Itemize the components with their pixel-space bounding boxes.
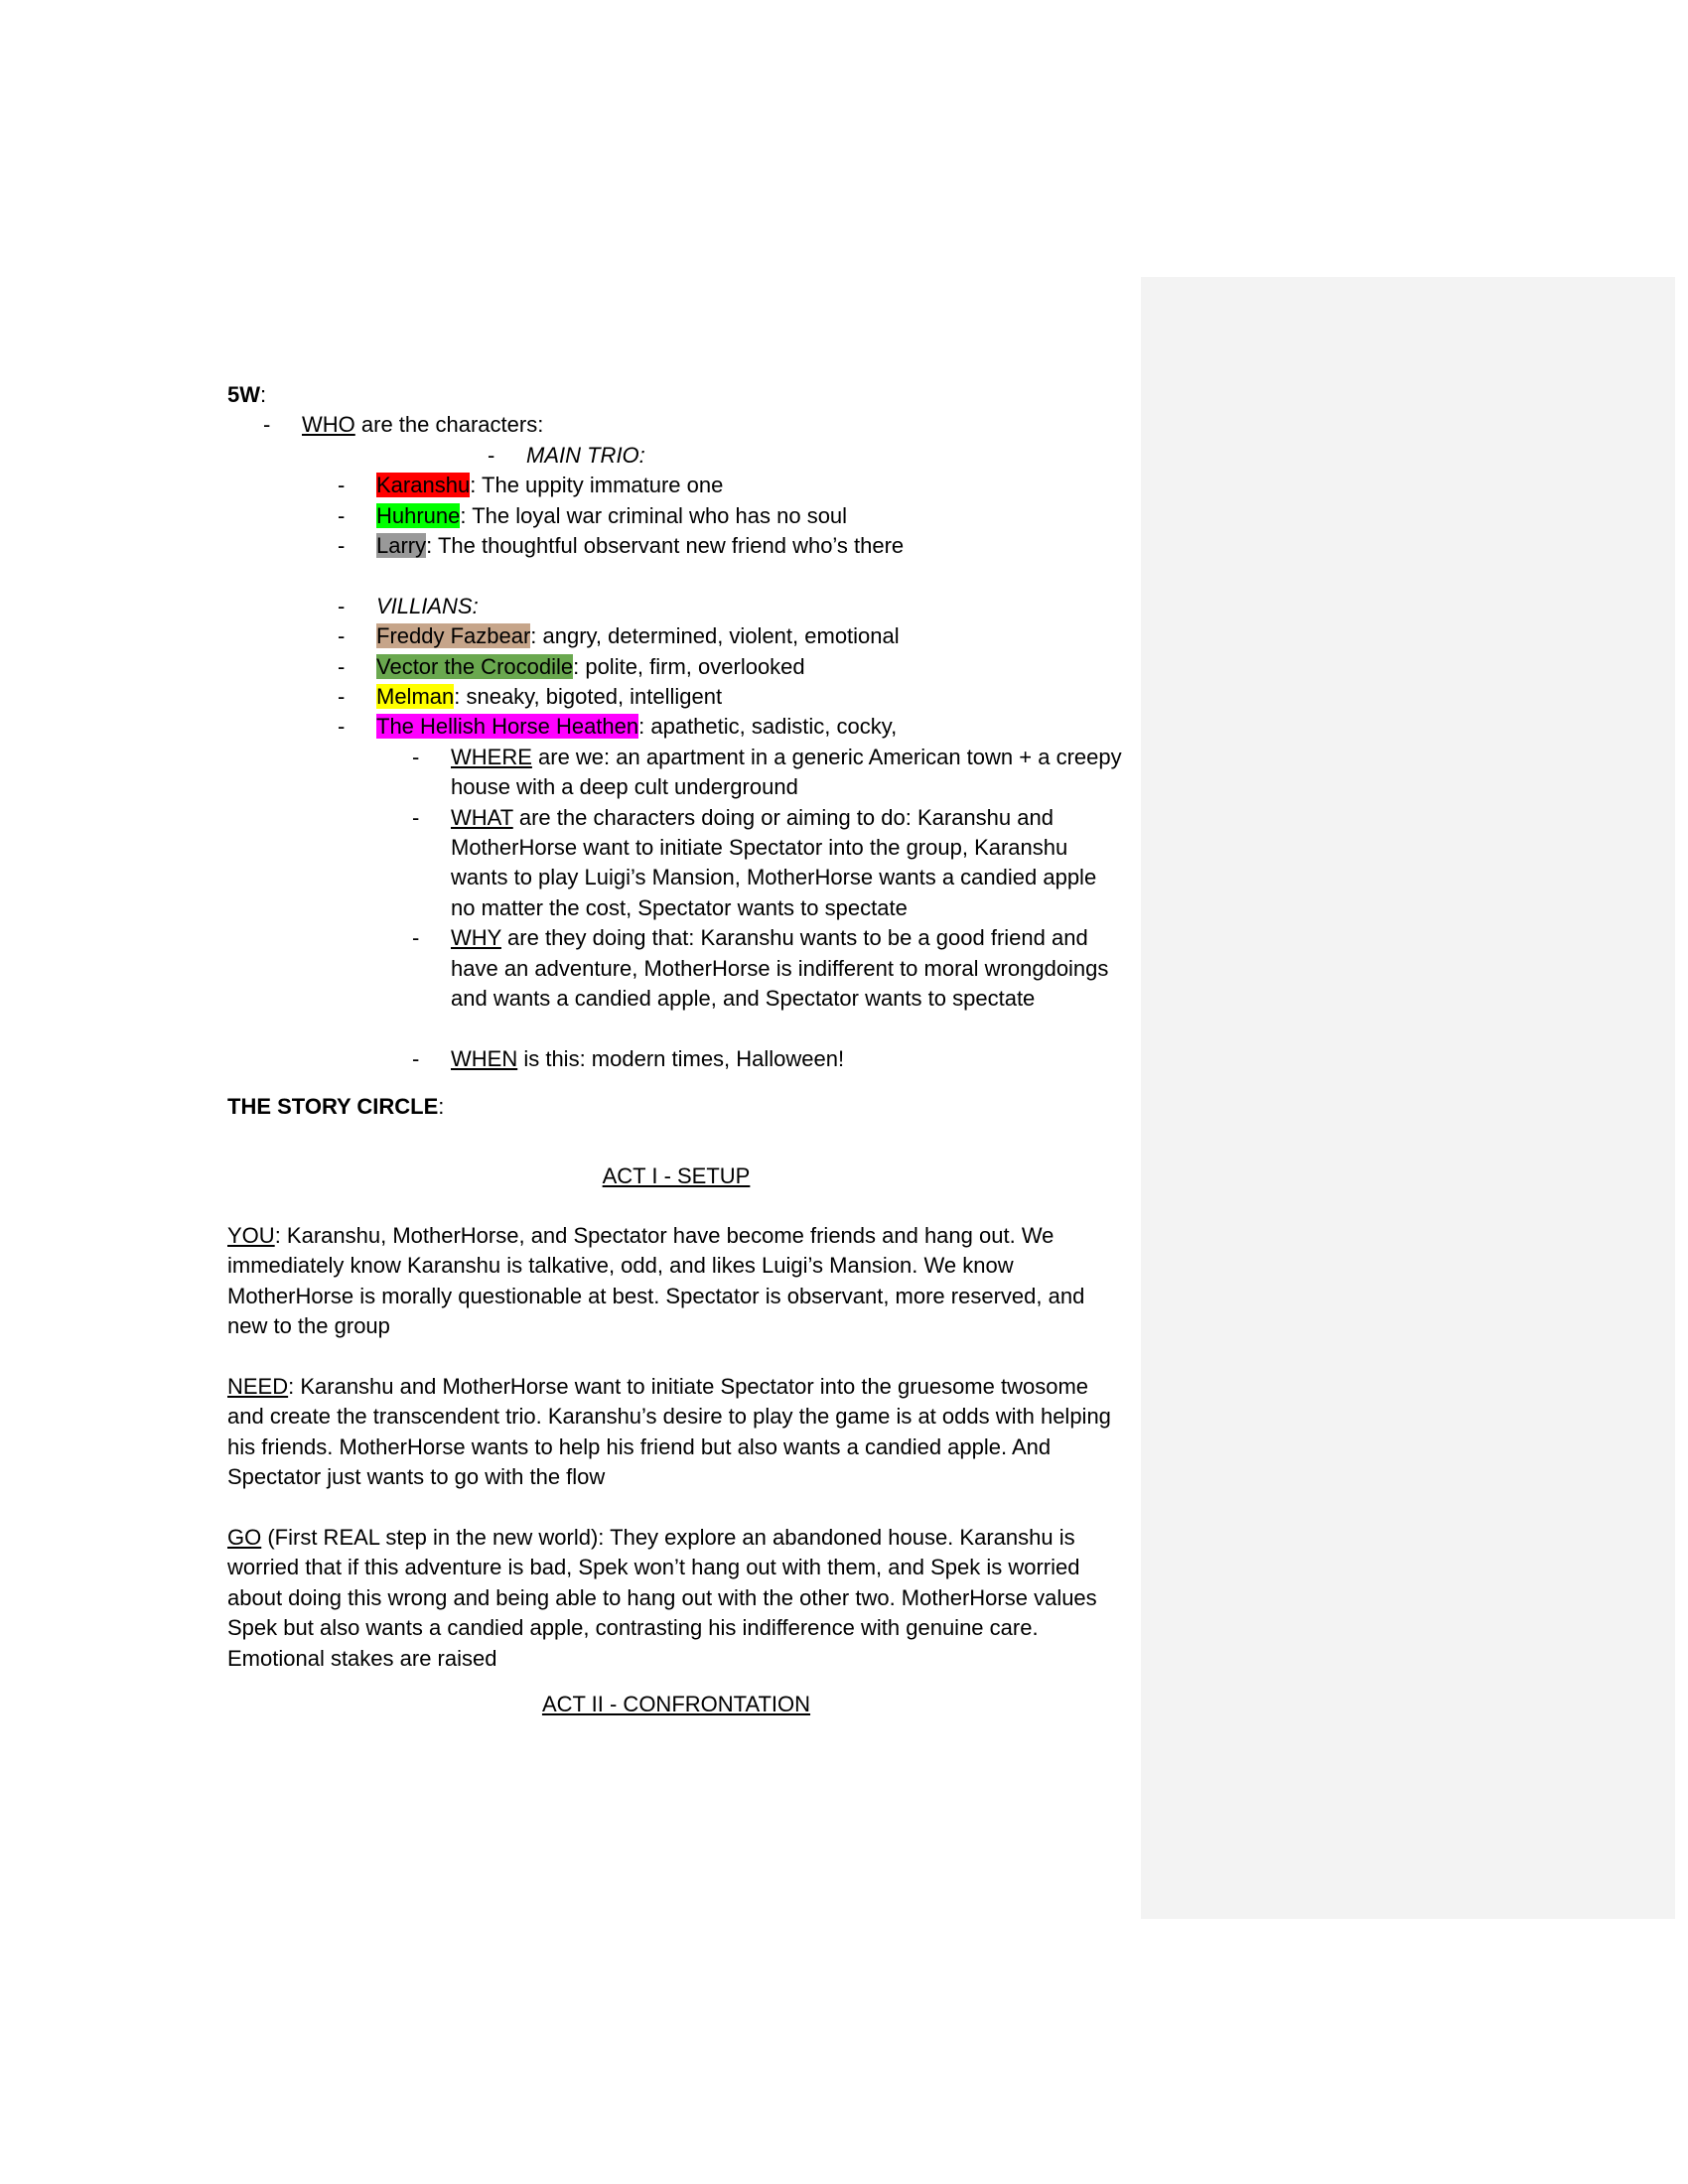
- villain-name-highlight: Freddy Fazbear: [376, 623, 531, 649]
- character-name-highlight: Larry: [376, 532, 427, 558]
- bullet-dash: -: [338, 653, 346, 679]
- need-keyword: NEED: [227, 1373, 289, 1399]
- character-desc: : The loyal war criminal who has no soul: [460, 502, 848, 528]
- villain-desc: : sneaky, bigoted, intelligent: [454, 683, 723, 709]
- story-circle-heading: [227, 1092, 1121, 1122]
- character-desc: : The uppity immature one: [470, 473, 724, 498]
- villain-item: [227, 621, 1121, 651]
- act-1-title-text: ACT I - SETUP: [602, 1163, 751, 1189]
- who-item: [227, 410, 1121, 440]
- villain-entry: [376, 682, 722, 712]
- bullet-dash: -: [338, 473, 346, 498]
- where-rest: are we: an apartment in a generic American town + a creepy house with a deep cult underground: [451, 744, 1122, 800]
- villain-desc: : polite, firm, overlooked: [573, 653, 805, 679]
- story-circle-heading-text: THE STORY CIRCLE: [227, 1094, 439, 1120]
- act-2-title-text: ACT II - CONFRONTATION: [541, 1691, 811, 1716]
- bullet-dash: -: [338, 623, 346, 649]
- bullet-dash: -: [338, 532, 346, 558]
- bullet-dash: -: [338, 593, 346, 618]
- you-paragraph: [227, 1221, 1126, 1342]
- villain-desc: : angry, determined, violent, emotional: [530, 623, 900, 649]
- why-text: [451, 923, 1126, 1014]
- go-text: (First REAL step in the new world): They explore an abandoned house. Karanshu is worried that if this adventure is bad, Spek won’t hang out with them, and Spek is worried about doing this wrong and being able to hang out with the other two. MotherHorse values Spek but also wants a candied apple, contrasting his indifference with genuine care. Emotional stakes are raised: [227, 1524, 1097, 1671]
- five-w-heading: [227, 380, 1121, 410]
- character-entry: [376, 531, 904, 561]
- villains-label-item: [227, 592, 1121, 621]
- comment-margin-panel: [1141, 277, 1675, 1919]
- villain-name-highlight: The Hellish Horse Heathen: [376, 714, 639, 740]
- villain-desc: : apathetic, sadistic, cocky,: [638, 714, 898, 740]
- who-rest: are the characters:: [354, 412, 544, 438]
- go-keyword: GO: [227, 1524, 262, 1550]
- when-item: [227, 1044, 1121, 1074]
- you-text: : Karanshu, MotherHorse, and Spectator have become friends and hang out. We immediately know Karanshu is talkative, odd, and likes Luigi’s Mansion. We know MotherHorse is morally questionable at best. Spectator is observant, more reserved, and new to the group: [227, 1222, 1085, 1339]
- bullet-dash: -: [412, 1045, 420, 1071]
- document-body: [227, 380, 1121, 1719]
- villain-entry: [376, 621, 900, 651]
- character-name-highlight: Karanshu: [376, 473, 471, 498]
- what-keyword: WHAT: [451, 804, 513, 830]
- act-2-title: [227, 1690, 1125, 1719]
- bullet-dash: -: [338, 502, 346, 528]
- character-item: [227, 471, 1121, 500]
- five-w-heading-colon: :: [260, 382, 267, 407]
- bullet-dash: -: [412, 804, 420, 830]
- when-keyword: WHEN: [451, 1045, 518, 1071]
- villain-item: [227, 682, 1121, 712]
- bullet-dash: -: [412, 925, 420, 951]
- who-keyword: WHO: [302, 412, 355, 438]
- main-trio-label: MAIN TRIO:: [526, 442, 645, 468]
- main-trio-label-item: [227, 441, 1121, 471]
- bullet-dash: -: [263, 412, 271, 438]
- who-text: [302, 410, 543, 440]
- what-rest: are the characters doing or aiming to do: Karanshu and MotherHorse want to initiate Spectator into the group, Karanshu wants to play Luigi’s Mansion, MotherHorse wants a candied apple no matter the cost, Spectator wants to spectate: [451, 804, 1097, 920]
- villain-entry: [376, 712, 897, 742]
- character-desc: : The thoughtful observant new friend who’s there: [426, 532, 905, 558]
- villain-item: [227, 712, 1121, 742]
- villain-entry: [376, 652, 805, 682]
- bullet-dash: -: [338, 714, 346, 740]
- you-keyword: YOU: [227, 1222, 275, 1248]
- character-name-highlight: Huhrune: [376, 502, 461, 528]
- villains-label: VILLIANS:: [376, 593, 479, 618]
- where-item: [227, 743, 1121, 803]
- why-rest: are they doing that: Karanshu wants to be a good friend and have an adventure, MotherHorse is indifferent to moral wrongdoings and wants a candied apple, and Spectator wants to spectate: [451, 925, 1109, 1011]
- character-entry: [376, 471, 723, 500]
- need-text: : Karanshu and MotherHorse want to initiate Spectator into the gruesome twosome and create the transcendent trio. Karanshu’s desire to play the game is at odds with helping his friends. MotherHorse wants to help his friend but also wants a candied apple. And Spectator just wants to go with the flow: [227, 1373, 1111, 1490]
- need-paragraph: [227, 1372, 1126, 1493]
- bullet-dash: -: [412, 744, 420, 769]
- five-w-heading-text: 5W: [227, 382, 260, 407]
- why-keyword: WHY: [451, 925, 501, 951]
- story-circle-heading-colon: :: [438, 1094, 445, 1120]
- act-1-title: [227, 1161, 1125, 1191]
- what-text: [451, 803, 1126, 924]
- character-item: [227, 531, 1121, 561]
- go-paragraph: [227, 1523, 1126, 1674]
- when-rest: is this: modern times, Halloween!: [517, 1045, 845, 1071]
- character-item: [227, 501, 1121, 531]
- why-item: [227, 923, 1121, 1044]
- villain-item: [227, 652, 1121, 682]
- where-keyword: WHERE: [451, 744, 532, 769]
- when-text: [451, 1044, 1126, 1074]
- bullet-dash: -: [338, 683, 346, 709]
- villain-name-highlight: Melman: [376, 683, 455, 709]
- bullet-dash: -: [488, 442, 495, 468]
- character-entry: [376, 501, 847, 531]
- villain-name-highlight: Vector the Crocodile: [376, 653, 574, 679]
- what-item: [227, 803, 1121, 924]
- where-text: [451, 743, 1126, 803]
